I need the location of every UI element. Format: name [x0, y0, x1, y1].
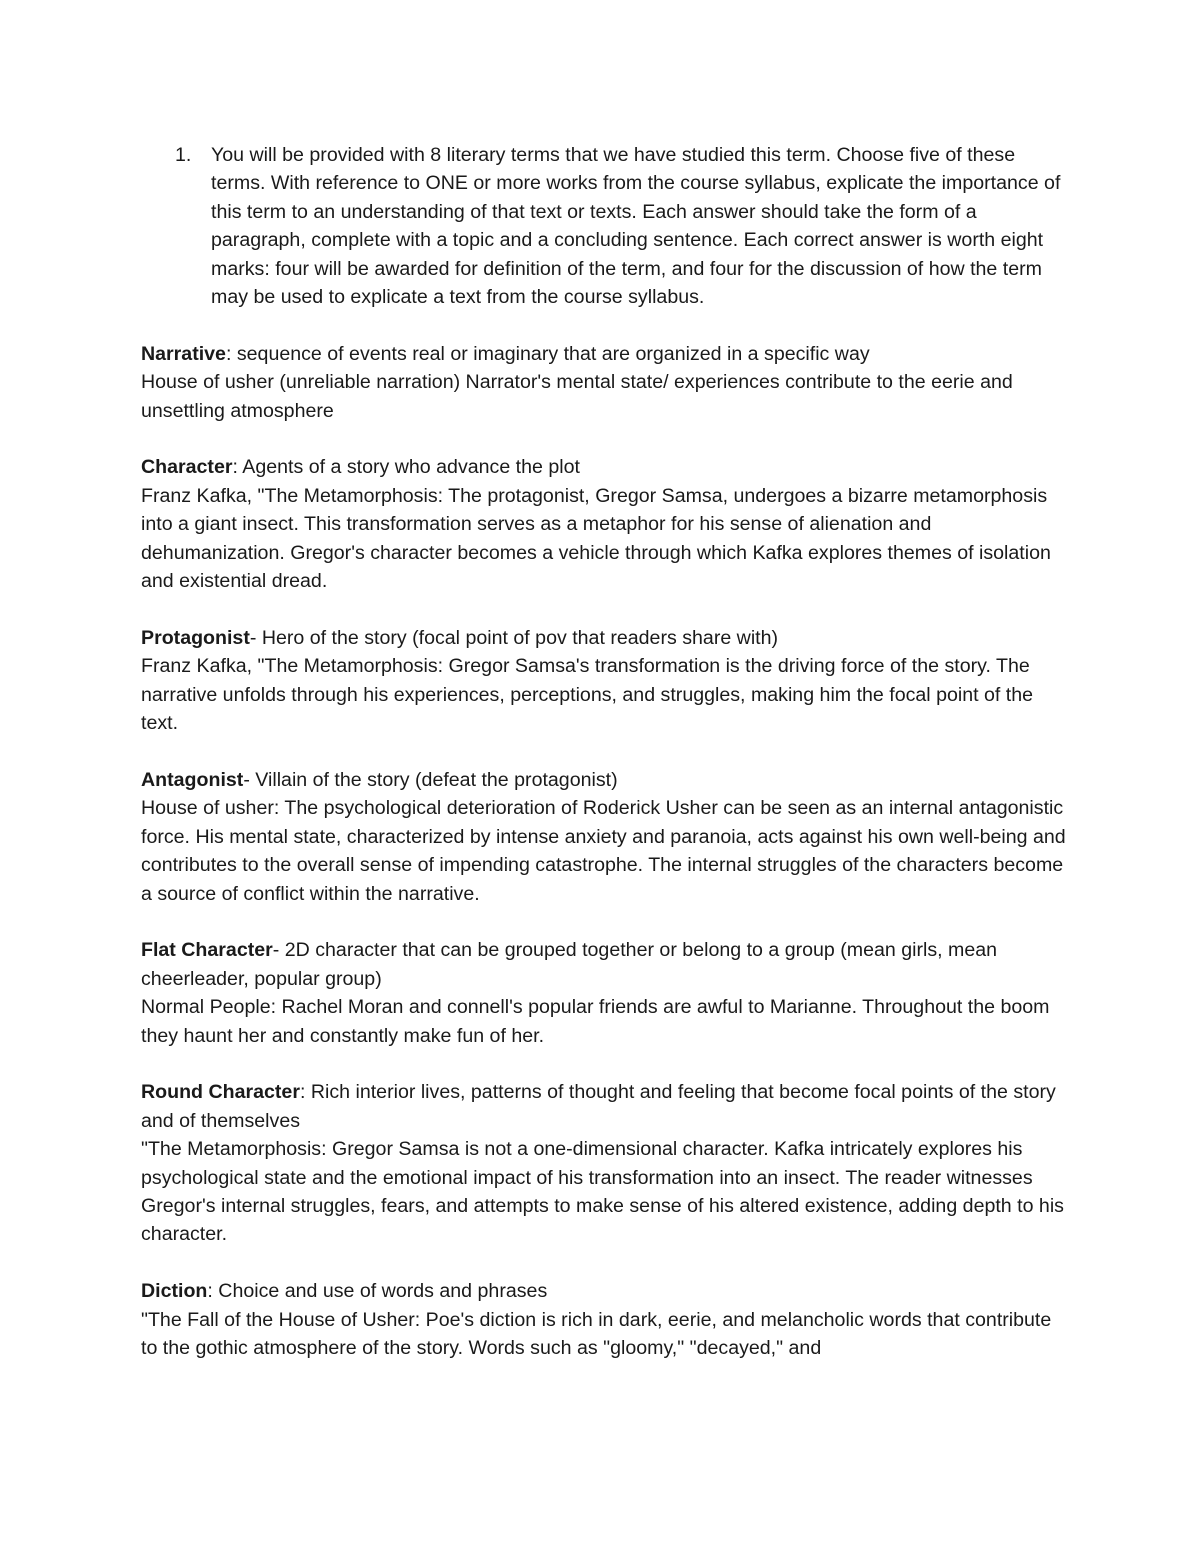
term-definition: - Villain of the story (defeat the protagonist): [243, 768, 618, 791]
term-definition-line: [141, 624, 1066, 652]
term-block-flat-character: [141, 936, 1066, 1050]
term-definition-line: [141, 766, 1066, 794]
term-definition-line: [141, 1277, 1066, 1305]
term-example: Franz Kafka, "The Metamorphosis: The protagonist, Gregor Samsa, undergoes a bizarre metamorphosis into a giant insect. This transformation serves as a metaphor for his sense of alienation and dehumanization. Gregor's character becomes a vehicle through which Kafka explores themes of isolation and existential dread.: [141, 484, 1051, 593]
question-item: [175, 141, 1066, 311]
term-example: "The Fall of the House of Usher: Poe's diction is rich in dark, eerie, and melancholic words that contribute to the gothic atmosphere of the story. Words such as "gloomy," "decayed," and: [141, 1308, 1052, 1359]
term-block-diction: [141, 1277, 1066, 1362]
term-name: Character: [141, 456, 233, 479]
term-definition: : Agents of a story who advance the plot: [232, 456, 580, 479]
term-definition: - Hero of the story (focal point of pov that readers share with): [249, 626, 779, 649]
term-name: Narrative: [141, 342, 226, 365]
term-block-narrative: [141, 340, 1066, 425]
term-name: Round Character: [141, 1081, 300, 1104]
term-definition: : sequence of events real or imaginary that are organized in a specific way: [225, 342, 870, 365]
term-example: Franz Kafka, "The Metamorphosis: Gregor Samsa's transformation is the driving force of the story. The narrative unfolds through his experiences, perceptions, and struggles, making him the focal point of the text.: [141, 655, 1034, 735]
term-example: Normal People: Rachel Moran and connell's popular friends are awful to Marianne. Throughout the boom they haunt her and constantly make fun of her.: [141, 996, 1050, 1047]
term-example: "The Metamorphosis: Gregor Samsa is not a one-dimensional character. Kafka intricately explores his psychological state and the emotional impact of his transformation into an insect. The reader witnesses Gregor's internal struggles, fears, and attempts to make sense of his altered existence, adding depth to his character.: [141, 1138, 1064, 1246]
question-text: You will be provided with 8 literary terms that we have studied this term. Choose five of these terms. With reference to ONE or more works from the course syllabus, explicate the importance of this term to an understanding of that text or texts. Each answer should take the form of a paragraph, complete with a topic and a concluding sentence. Each correct answer is worth eight marks: four will be awarded for definition of the term, and four for the discussion of how the term may be used to explicate a text from the course syllabus.: [211, 144, 1061, 309]
term-definition: : Choice and use of words and phrases: [207, 1280, 548, 1303]
term-name: Flat Character: [141, 939, 273, 962]
term-name: Diction: [141, 1280, 208, 1303]
term-definition: : Rich interior lives, patterns of thought and feeling that become focal points of the story and of themselves: [141, 1081, 1056, 1132]
term-example: House of usher (unreliable narration) Narrator's mental state/ experiences contribute to the eerie and unsettling atmosphere: [141, 371, 1013, 422]
term-name: Protagonist: [141, 626, 250, 649]
term-definition-line: [141, 453, 1066, 481]
document-content: [141, 141, 1066, 1391]
term-block-antagonist: [141, 766, 1066, 908]
term-definition-line: [141, 340, 1066, 368]
term-block-protagonist: [141, 624, 1066, 738]
term-definition-line: [141, 936, 1066, 993]
term-block-character: [141, 453, 1066, 595]
question-number: 1.: [175, 144, 192, 166]
term-definition: - 2D character that can be grouped together or belong to a group (mean girls, mean cheerleader, popular group): [141, 939, 998, 990]
term-definition-line: [141, 1078, 1066, 1135]
term-name: Antagonist: [141, 768, 244, 791]
term-block-round-character: [141, 1078, 1066, 1248]
term-example: House of usher: The psychological deterioration of Roderick Usher can be seen as an internal antagonistic force. His mental state, characterized by intense anxiety and paranoia, acts against his own well-being and contributes to the overall sense of impending catastrophe. The internal struggles of the characters become a source of conflict within the narrative.: [141, 797, 1066, 905]
